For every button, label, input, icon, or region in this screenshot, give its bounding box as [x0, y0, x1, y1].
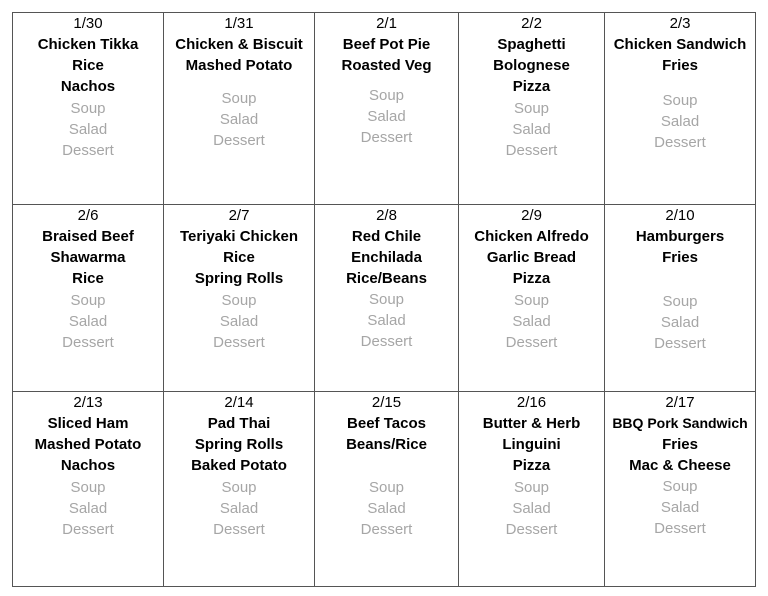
side-salad: Salad	[512, 500, 551, 517]
main-dish: Rice	[223, 249, 255, 266]
day-date: 2/7	[228, 207, 250, 224]
side-soup: Soup	[368, 291, 405, 308]
day-date: 1/30	[73, 15, 103, 32]
main-dish: Spring Rolls	[194, 270, 284, 287]
main-dish: Sliced Ham	[47, 415, 129, 432]
side-soup: Soup	[70, 100, 106, 117]
main-dish: Rice	[72, 57, 104, 74]
side-salad: Salad	[512, 121, 551, 138]
day-date: 2/2	[521, 15, 542, 32]
main-dish: Fries	[662, 249, 698, 266]
side-dessert: Dessert	[505, 142, 558, 159]
day-cell	[458, 12, 604, 204]
side-list	[459, 98, 604, 161]
day-cell	[314, 12, 458, 204]
main-dish: Garlic Bread	[486, 249, 577, 266]
side-salad: Salad	[660, 113, 700, 130]
main-dish: Chicken Alfredo	[474, 228, 589, 245]
side-list	[164, 290, 314, 353]
main-dish: Nachos	[60, 78, 116, 95]
main-dish: Spring Rolls	[194, 436, 284, 453]
side-list	[315, 477, 458, 540]
main-dish: Linguini	[502, 436, 561, 453]
side-salad: Salad	[219, 313, 259, 330]
main-dish: Rice/Beans	[346, 270, 427, 287]
side-list	[164, 477, 314, 540]
main-dish: Pizza	[512, 457, 551, 474]
week-row	[12, 12, 756, 204]
main-dish: Mac & Cheese	[629, 457, 731, 474]
side-soup: Soup	[221, 292, 257, 309]
day-date: 2/1	[376, 15, 397, 32]
side-salad: Salad	[367, 312, 406, 329]
side-salad: Salad	[68, 121, 108, 138]
side-list	[13, 477, 163, 540]
side-salad: Salad	[68, 500, 108, 517]
main-dish: Mashed Potato	[34, 436, 142, 453]
day-date: 2/8	[376, 207, 397, 224]
day-cell	[314, 391, 458, 587]
main-dish: Beef Pot Pie	[342, 36, 431, 53]
day-cell	[458, 391, 604, 587]
main-dish: Fries	[662, 57, 698, 74]
main-dish: Mashed Potato	[185, 57, 293, 74]
day-cell	[604, 204, 756, 391]
side-salad: Salad	[512, 313, 551, 330]
main-dish: Nachos	[60, 457, 116, 474]
side-list	[459, 477, 604, 540]
main-dish: Pizza	[512, 270, 551, 287]
side-soup: Soup	[513, 479, 550, 496]
main-dish: BBQ Pork Sandwich	[612, 415, 748, 431]
side-dessert: Dessert	[62, 334, 114, 351]
main-dish: Shawarma	[50, 249, 126, 266]
main-dish: Chicken Sandwich	[613, 36, 747, 53]
main-dish: Fries	[662, 436, 698, 453]
side-list	[605, 90, 755, 153]
side-list	[315, 85, 458, 148]
side-dessert: Dessert	[505, 521, 558, 538]
day-cell	[604, 391, 756, 587]
day-date: 2/16	[516, 394, 547, 411]
day-cell	[604, 12, 756, 204]
side-dessert: Dessert	[654, 134, 706, 151]
main-dish: Roasted Veg	[341, 57, 432, 74]
side-dessert: Dessert	[654, 335, 706, 352]
main-dish: Spaghetti	[497, 36, 566, 53]
day-date: 2/13	[73, 394, 103, 411]
side-dessert: Dessert	[360, 129, 413, 146]
side-soup: Soup	[70, 292, 106, 309]
day-date: 2/14	[224, 394, 254, 411]
side-soup: Soup	[368, 87, 405, 104]
main-dish: Hamburgers	[635, 228, 725, 245]
main-dish: Pad Thai	[207, 415, 271, 432]
side-salad: Salad	[367, 500, 406, 517]
day-date: 2/17	[665, 394, 695, 411]
side-soup: Soup	[221, 479, 257, 496]
side-salad: Salad	[660, 314, 700, 331]
side-salad: Salad	[660, 499, 700, 516]
main-dish: Red Chile	[351, 228, 422, 245]
day-date: 2/3	[669, 15, 691, 32]
main-dish: Baked Potato	[191, 457, 287, 474]
main-dish: Braised Beef	[42, 228, 134, 245]
day-date: 1/31	[224, 15, 254, 32]
day-cell	[12, 391, 163, 587]
menu-calendar-grid	[12, 12, 756, 587]
day-date: 2/9	[521, 207, 542, 224]
side-list	[13, 98, 163, 161]
side-list	[605, 476, 755, 539]
side-soup: Soup	[513, 100, 550, 117]
side-dessert: Dessert	[360, 521, 413, 538]
side-list	[13, 290, 163, 353]
side-salad: Salad	[219, 111, 259, 128]
day-cell	[12, 12, 163, 204]
main-dish: Beef Tacos	[347, 415, 426, 432]
side-soup: Soup	[662, 92, 698, 109]
main-dish: Rice	[72, 270, 104, 287]
main-dish: Chicken Tikka	[37, 36, 139, 53]
side-soup: Soup	[70, 479, 106, 496]
side-dessert: Dessert	[654, 520, 706, 537]
day-cell	[163, 204, 314, 391]
day-cell	[314, 204, 458, 391]
main-dish: Chicken & Biscuit	[175, 36, 303, 53]
side-soup: Soup	[662, 478, 698, 495]
side-salad: Salad	[219, 500, 259, 517]
side-dessert: Dessert	[62, 521, 114, 538]
week-row	[12, 204, 756, 391]
side-soup: Soup	[221, 90, 257, 107]
side-salad: Salad	[367, 108, 406, 125]
side-list	[164, 88, 314, 151]
main-dish: Beans/Rice	[346, 436, 427, 453]
side-soup: Soup	[368, 479, 405, 496]
day-date: 2/15	[371, 394, 402, 411]
main-dish: Pizza	[512, 78, 551, 95]
side-list	[315, 289, 458, 352]
side-dessert: Dessert	[505, 334, 558, 351]
day-date: 2/6	[77, 207, 99, 224]
main-dish: Teriyaki Chicken	[179, 228, 299, 245]
side-dessert: Dessert	[213, 521, 265, 538]
week-row	[12, 391, 756, 587]
day-cell	[163, 12, 314, 204]
side-dessert: Dessert	[62, 142, 114, 159]
day-cell	[458, 204, 604, 391]
main-dish: Butter & Herb	[482, 415, 581, 432]
side-soup: Soup	[513, 292, 550, 309]
day-date: 2/10	[665, 207, 695, 224]
main-dish: Bolognese	[493, 57, 570, 74]
side-list	[605, 291, 755, 354]
side-dessert: Dessert	[213, 334, 265, 351]
side-list	[459, 290, 604, 353]
day-cell	[12, 204, 163, 391]
side-soup: Soup	[662, 293, 698, 310]
main-dish: Enchilada	[351, 249, 422, 266]
side-salad: Salad	[68, 313, 108, 330]
side-dessert: Dessert	[213, 132, 265, 149]
side-dessert: Dessert	[360, 333, 413, 350]
day-cell	[163, 391, 314, 587]
